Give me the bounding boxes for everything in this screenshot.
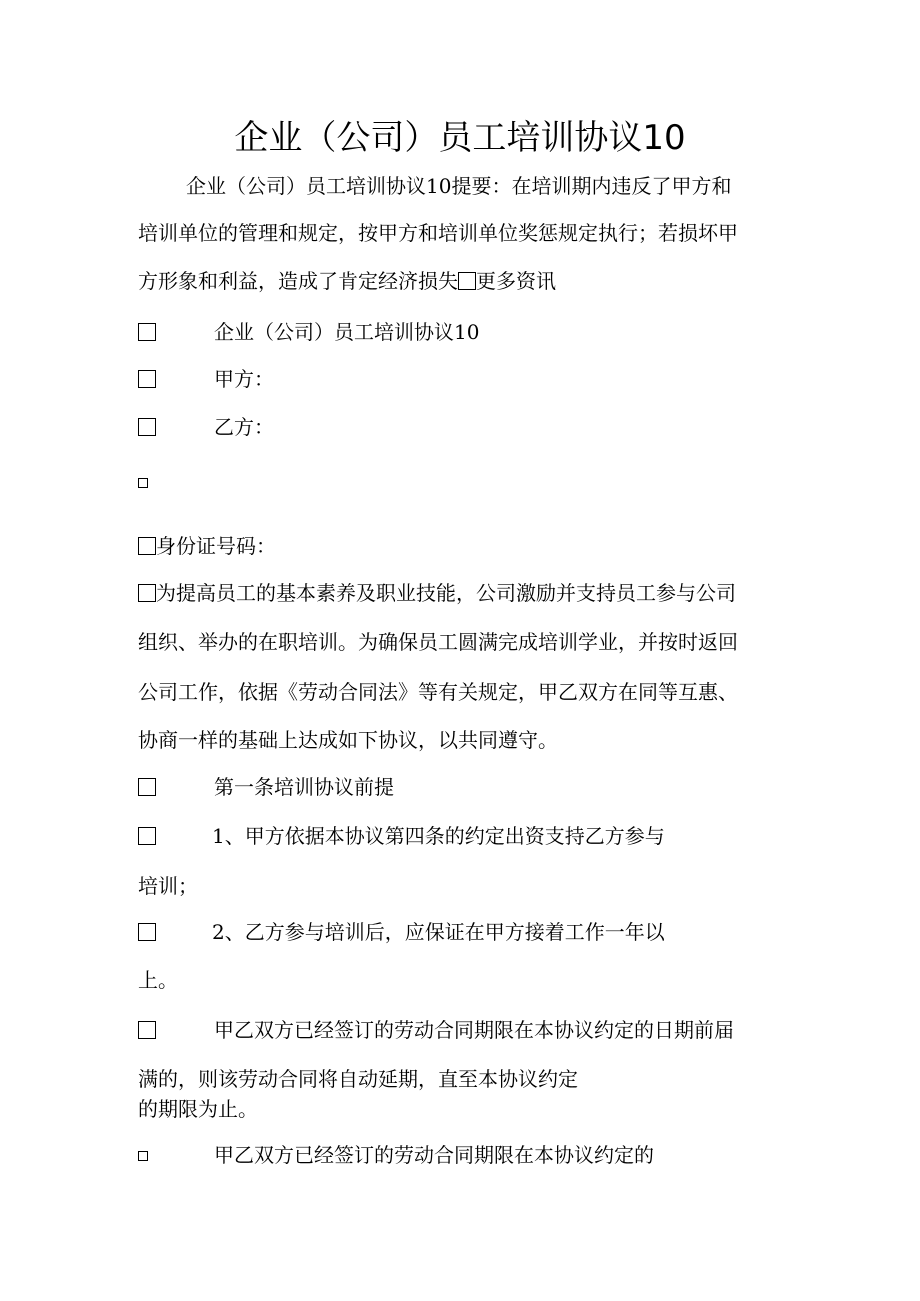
clause3-line-1 — [138, 1020, 734, 1040]
checkbox-icon — [138, 1021, 156, 1039]
preamble-line-3: 公司工作，依据《劳动合同法》等有关规定，甲乙双方在同等互惠、 — [138, 680, 738, 704]
checkbox-icon — [138, 923, 156, 941]
document-title: 企业（公司）员工培训协议10 — [234, 118, 686, 158]
preamble-line-1 — [138, 583, 736, 603]
clause3-text: 甲乙双方已经签订的劳动合同期限在本协议约定的日期前届 — [214, 1018, 734, 1042]
checkbox-icon — [138, 537, 156, 555]
clause1-text: 1、甲方依据本协议第四条的约定出资支持乙方参与 — [212, 824, 665, 848]
more-info-link[interactable]: 更多资讯 — [476, 269, 556, 293]
preamble-text-1: 为提高员工的基本素养及职业技能，公司激励并支持员工参与公司 — [156, 581, 736, 605]
clause2-line-1 — [138, 922, 665, 942]
clause3-line-3: 的期限为止。 — [138, 1097, 258, 1121]
checkbox-icon — [138, 370, 156, 388]
preamble-line-2: 组织、举办的在职培训。为确保员工圆满完成培训学业，并按时返回 — [138, 630, 738, 654]
checkbox-icon — [458, 272, 476, 290]
preamble-line-4: 协商一样的基础上达成如下协议，以共同遵守。 — [138, 728, 558, 752]
clause1-line-2: 培训； — [138, 874, 198, 898]
party-b-label: 乙方： — [214, 415, 274, 439]
item-empty — [138, 472, 148, 492]
item-party-b — [138, 417, 274, 437]
intro-line-3-text: 方形象和利益，造成了肯定经济损失 — [138, 269, 458, 293]
clause1-line-1 — [138, 826, 665, 846]
item-heading — [138, 322, 479, 342]
article1-heading — [138, 777, 394, 797]
clause4-text: 甲乙双方已经签订的劳动合同期限在本协议约定的 — [214, 1143, 654, 1167]
item-party-a — [138, 369, 274, 389]
article1-heading-text: 第一条培训协议前提 — [214, 775, 394, 799]
checkbox-icon — [138, 1151, 148, 1161]
item-heading-text: 企业（公司）员工培训协议10 — [214, 320, 480, 344]
clause3-line-2: 满的，则该劳动合同将自动延期，直至本协议约定 — [138, 1067, 578, 1091]
party-a-label: 甲方： — [214, 367, 274, 391]
intro-line-3 — [138, 271, 556, 291]
id-number-label: 身份证号码： — [156, 534, 276, 558]
clause2-text: 2、乙方参与培训后，应保证在甲方接着工作一年以 — [212, 920, 665, 944]
checkbox-icon — [138, 584, 156, 602]
clause4-line-1 — [138, 1145, 654, 1165]
checkbox-icon — [138, 323, 156, 341]
item-id-number — [138, 536, 276, 556]
checkbox-icon — [138, 778, 156, 796]
intro-line-1: 企业（公司）员工培训协议10提要：在培训期内违反了甲方和 — [186, 174, 732, 198]
checkbox-icon — [138, 418, 156, 436]
clause2-line-2: 上。 — [138, 968, 178, 992]
intro-line-2: 培训单位的管理和规定，按甲方和培训单位奖惩规定执行；若损坏甲 — [138, 221, 738, 245]
checkbox-icon — [138, 827, 156, 845]
checkbox-icon — [138, 478, 148, 488]
